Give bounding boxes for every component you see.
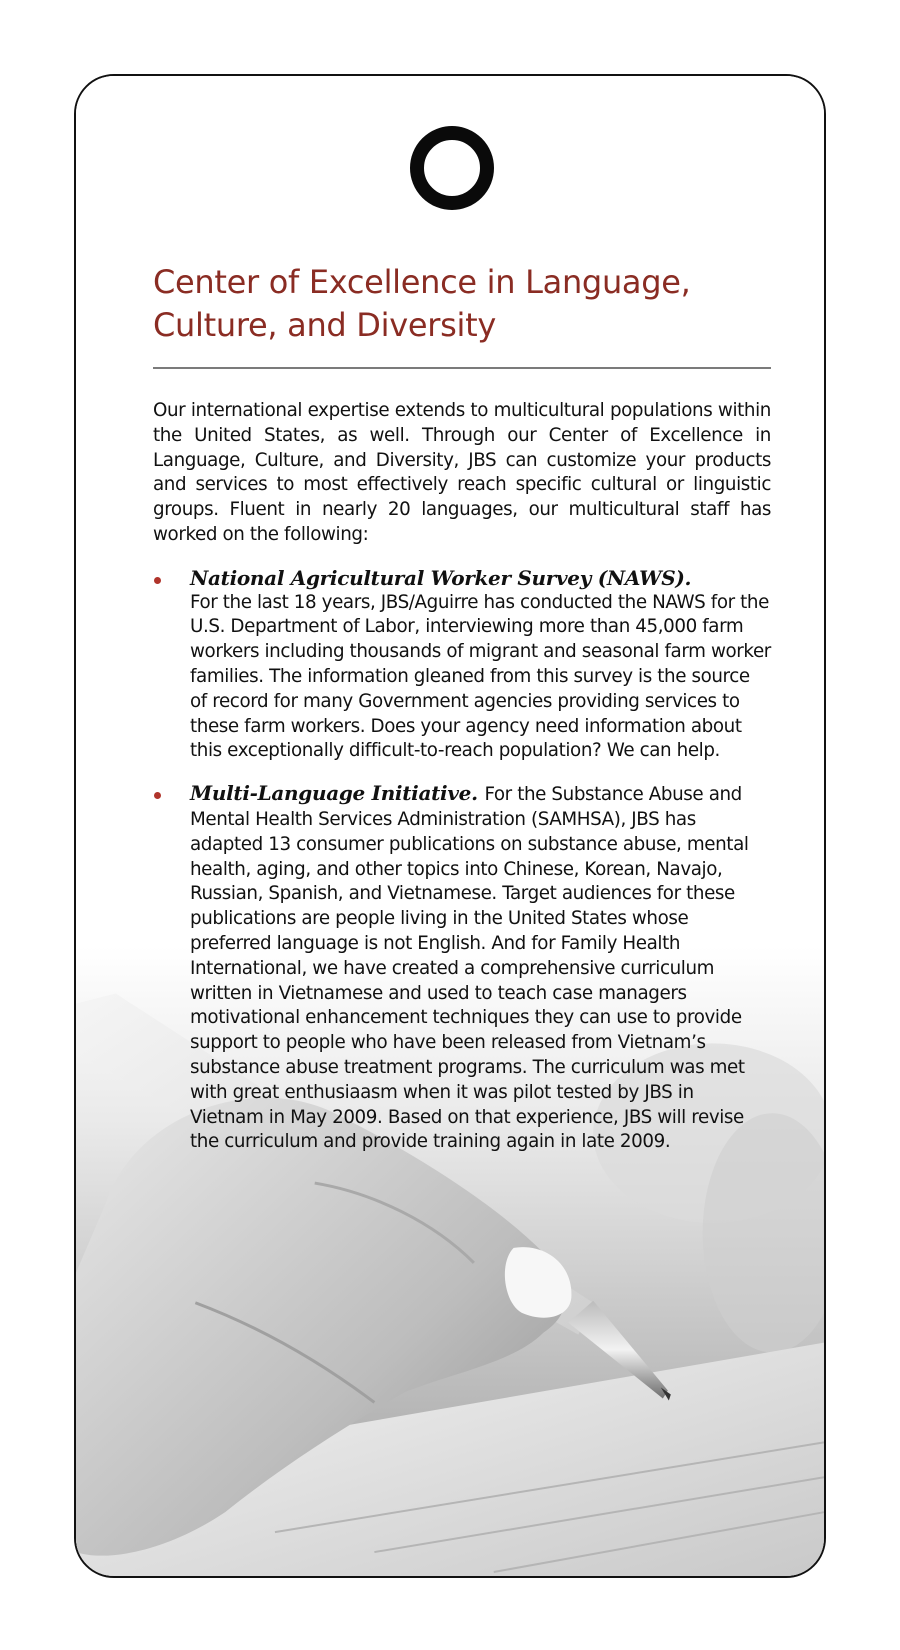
page-title [153, 261, 771, 369]
list-item-multi-language [153, 781, 771, 1155]
brochure-card [74, 74, 826, 1578]
content [153, 261, 771, 1172]
ring-hole-icon [410, 126, 494, 210]
intro-paragraph: Our international expertise extends to multicultural populations within the United States, as well. Through our Center of Excellence in Language, Culture, and Diversity, JBS can customize your products and services to most effectively reach specific cultural or linguistic groups. Fluent in nearly 20 languages, our multicultural staff has worked on the following: [153, 400, 771, 545]
title-line-2: Culture, and Diversity [153, 306, 496, 344]
bullet-dot-icon [154, 792, 161, 799]
bullet-text: For the last 18 years, JBS/Aguirre has conducted the NAWS for the U.S. Department of Labor, interviewing more than 45,000 farm workers including thousands of migrant and seasonal farm worker families. The information gleaned from this survey is the source of record for many Government agencies providing services to these farm workers. Does your agency need information about this exceptionally difficult-to-reach population? We can help. [190, 591, 771, 762]
bullet-heading: Multi-Language Initiative. [190, 781, 485, 806]
bullet-text: For the Substance Abuse and Mental Health Services Administration (SAMHSA), JBS has adapted 13 consumer publications on substance abuse, mental health, aging, and other topics into Chinese, Korean, Navajo, Russian, Spanish, and Vietnamese. Target audiences for these publications are people living in the United States whose preferred language is not English. And for Family Health International, we have created a comprehensive curriculum written in Vietnamese and used to teach case managers motivational enhancement techniques they can use to provide support to people who have been released from Vietnam’s substance abuse treatment programs. The curriculum was met with great enthusiaasm when it was pilot tested by JBS in Vietnam in May 2009. Based on that experience, JBS will revise the curriculum and provide training again in late 2009. [190, 784, 749, 1153]
bullet-heading: National Agricultural Worker Survey (NAWS). [190, 565, 692, 590]
bullet-dot-icon [154, 577, 161, 584]
title-line-1: Center of Excellence in Language, [153, 263, 691, 301]
bullet-list [153, 566, 771, 1155]
list-item-naws [153, 566, 771, 764]
